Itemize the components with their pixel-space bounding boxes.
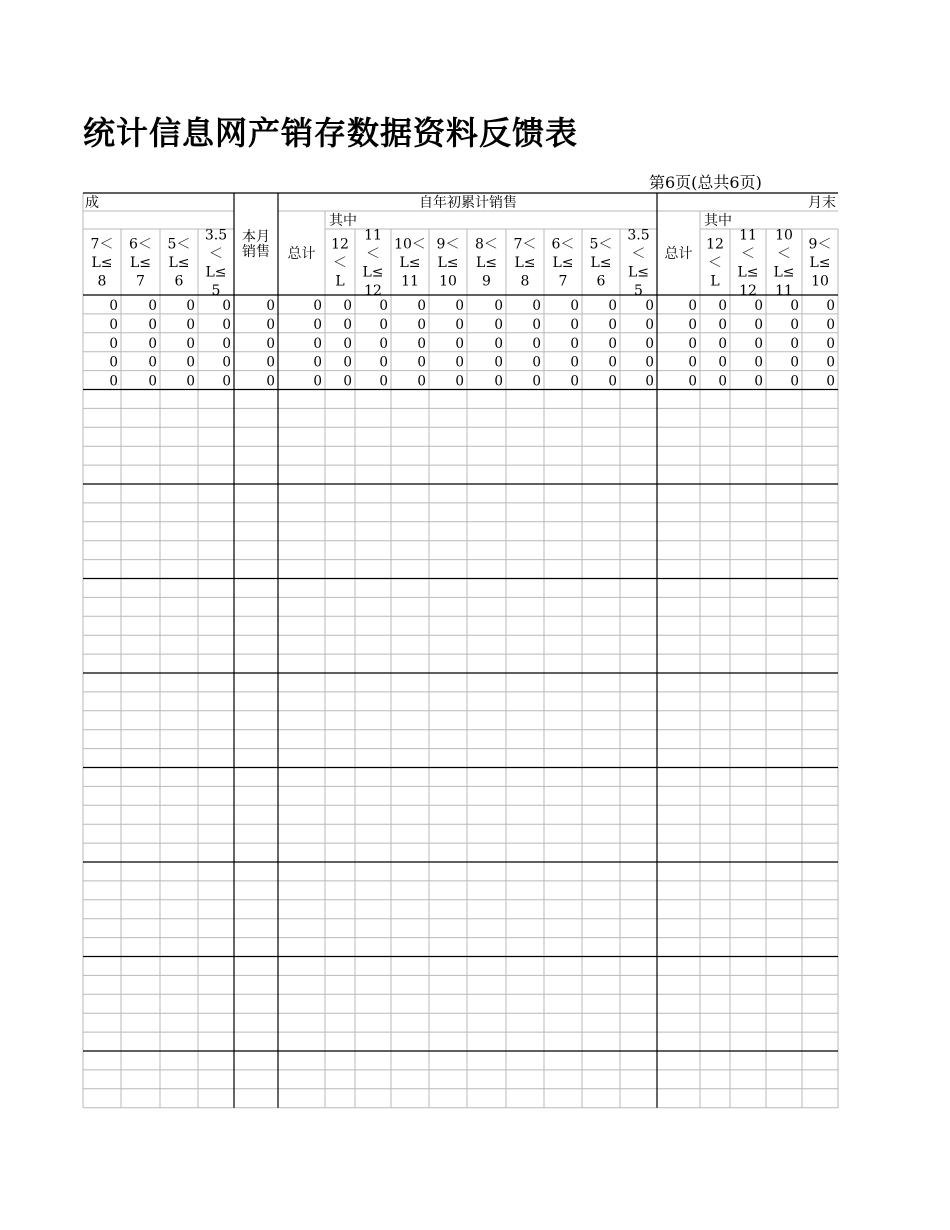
table-cell: 0 xyxy=(379,298,388,314)
table-cell: 0 xyxy=(148,373,157,390)
table-cell: 0 xyxy=(494,298,503,314)
header-length-range: L≤ xyxy=(627,264,650,281)
header-length-range: 5 xyxy=(211,282,221,299)
header-length-range: L≤ xyxy=(552,255,574,271)
header-cumulative-prev: 成 xyxy=(85,195,99,211)
table-cell: 0 xyxy=(109,316,118,333)
header-length-range: L≤ xyxy=(91,255,113,271)
header-length-range: 5＜ xyxy=(589,236,613,253)
table-cell: 0 xyxy=(718,335,727,352)
header-length-range: ＜ xyxy=(741,245,755,262)
table-cell: 0 xyxy=(186,354,195,371)
table-cell: 0 xyxy=(109,354,118,371)
table-cell: 0 xyxy=(494,373,503,390)
table-cell: 0 xyxy=(532,335,541,352)
header-month-end: 月末 xyxy=(808,195,836,211)
table-cell: 0 xyxy=(343,316,352,333)
table-cell: 0 xyxy=(688,354,697,371)
table-cell: 0 xyxy=(186,316,195,333)
header-length-range: L≤ xyxy=(129,255,152,271)
header-length-range: L≤ xyxy=(399,255,421,271)
table-cell: 0 xyxy=(222,298,231,314)
table-cell: 0 xyxy=(417,373,426,390)
header-length-range: 9 xyxy=(482,273,491,290)
table-cell: 0 xyxy=(570,373,579,390)
table-cell: 0 xyxy=(645,335,654,352)
table-grid-thin xyxy=(83,193,838,1108)
table-cell: 0 xyxy=(790,354,799,371)
table-cell: 0 xyxy=(645,298,654,314)
table-cell: 0 xyxy=(266,316,275,333)
table-cell: 0 xyxy=(343,335,352,352)
table-cell: 0 xyxy=(222,335,231,352)
table-cell: 0 xyxy=(688,298,697,314)
table-cell: 0 xyxy=(790,316,799,333)
header-length-range: 10 xyxy=(439,273,457,290)
header-length-range: 3.5 xyxy=(627,227,650,244)
table-cell: 0 xyxy=(754,298,763,314)
table-cell: 0 xyxy=(379,373,388,390)
page-info: 第6页(总共6页) xyxy=(649,173,762,192)
header-length-range: ＜ xyxy=(631,245,646,262)
header-length-range: L≤ xyxy=(168,255,190,271)
table-cell: 0 xyxy=(754,354,763,371)
header-length-range: 11 xyxy=(739,227,757,244)
table-cell: 0 xyxy=(570,354,579,371)
table-cell: 0 xyxy=(754,373,763,390)
table-grid-thick xyxy=(83,193,838,1108)
table-cell: 0 xyxy=(718,316,727,333)
header-total: 总计 xyxy=(664,246,693,262)
table-cell: 0 xyxy=(455,316,464,333)
table-cell: 0 xyxy=(343,298,352,314)
header-length-range: 12 xyxy=(739,282,757,299)
header-length-range: ＜ xyxy=(777,245,791,262)
table-cell: 0 xyxy=(826,316,835,333)
table-cell: 0 xyxy=(109,335,118,352)
table-cell: 0 xyxy=(186,298,195,314)
table-cell: 0 xyxy=(826,373,835,390)
table-cell: 0 xyxy=(455,298,464,314)
header-length-range: ＜ xyxy=(209,245,223,262)
table-cell: 0 xyxy=(494,354,503,371)
header-length-range: L≤ xyxy=(475,255,498,271)
table-cell: 0 xyxy=(186,335,195,352)
header-length-range: 7 xyxy=(558,273,568,290)
table-cell: 0 xyxy=(688,316,697,333)
header-of-which: 其中 xyxy=(704,213,732,229)
header-length-range: 6＜ xyxy=(129,236,152,253)
table-cell: 0 xyxy=(379,316,388,333)
header-length-range: 7 xyxy=(136,273,145,290)
table-cell: 0 xyxy=(222,316,231,333)
header-length-range: 10 xyxy=(775,227,793,244)
header-length-range: L≤ xyxy=(514,255,536,271)
table-cell: 0 xyxy=(790,373,799,390)
table-cell: 0 xyxy=(826,298,835,314)
header-length-range: ＜ xyxy=(333,255,347,271)
table-cell: 0 xyxy=(222,373,231,390)
table-cell: 0 xyxy=(455,335,464,352)
header-length-range: L xyxy=(710,273,720,290)
report-title: 统计信息网产销存数据资料反馈表 xyxy=(83,114,579,152)
table-cell: 0 xyxy=(379,354,388,371)
table-cell: 0 xyxy=(148,316,157,333)
header-monthly-sales: 本月 xyxy=(242,229,270,245)
table-cell: 0 xyxy=(343,354,352,371)
header-length-range: 11 xyxy=(775,282,793,299)
table-cell: 0 xyxy=(608,316,617,333)
table-cell: 0 xyxy=(688,373,697,390)
table-cell: 0 xyxy=(645,373,654,390)
header-length-range: 11 xyxy=(364,227,382,244)
table-cell: 0 xyxy=(313,316,322,333)
table-cell: 0 xyxy=(266,335,275,352)
header-length-range: 5＜ xyxy=(167,236,191,253)
table-cell: 0 xyxy=(494,316,503,333)
table-cell: 0 xyxy=(532,316,541,333)
header-length-range: 12 xyxy=(706,236,724,253)
table-cell: 0 xyxy=(266,298,275,314)
table-cell: 0 xyxy=(570,298,579,314)
table-cell: 0 xyxy=(417,316,426,333)
header-length-range: 8 xyxy=(97,273,107,290)
table-cell: 0 xyxy=(718,354,727,371)
header-length-range: 7＜ xyxy=(513,236,537,253)
header-length-range: 11 xyxy=(401,273,419,290)
table-cell: 0 xyxy=(343,373,352,390)
header-length-range: L xyxy=(335,273,345,290)
header-length-range: ＜ xyxy=(366,245,380,262)
header-cumulative-sales: 自年初累计销售 xyxy=(419,195,517,211)
table-cell: 0 xyxy=(608,335,617,352)
table-cell: 0 xyxy=(417,335,426,352)
table-cell: 0 xyxy=(790,298,799,314)
table-cell: 0 xyxy=(608,298,617,314)
header-length-range: ＜ xyxy=(708,255,722,271)
header-length-range: 8 xyxy=(520,273,530,290)
table-cell: 0 xyxy=(266,354,275,371)
header-of-which: 其中 xyxy=(329,213,357,229)
table-cell: 0 xyxy=(608,354,617,371)
table-cell: 0 xyxy=(718,298,727,314)
header-length-range: 10＜ xyxy=(394,236,426,253)
header-length-range: L≤ xyxy=(737,264,759,281)
table-cell: 0 xyxy=(532,298,541,314)
header-length-range: 10 xyxy=(811,273,829,290)
table-cell: 0 xyxy=(313,298,322,314)
header-length-range: 9＜ xyxy=(436,236,460,253)
header-length-range: 8＜ xyxy=(475,236,498,253)
header-length-range: L≤ xyxy=(590,255,612,271)
table-cell: 0 xyxy=(313,335,322,352)
table-body xyxy=(0,298,835,390)
header-length-range: L≤ xyxy=(437,255,459,271)
table-cell: 0 xyxy=(109,373,118,390)
table-cell: 0 xyxy=(455,354,464,371)
table-cell: 0 xyxy=(754,316,763,333)
table-cell: 0 xyxy=(109,298,118,314)
table-cell: 0 xyxy=(532,354,541,371)
header-length-range: 7＜ xyxy=(90,236,114,253)
table-cell: 0 xyxy=(379,335,388,352)
table-cell: 0 xyxy=(222,354,231,371)
table-cell: 0 xyxy=(790,335,799,352)
header-length-range: 5 xyxy=(634,282,643,299)
table-cell: 0 xyxy=(532,373,541,390)
header-length-range: 12 xyxy=(331,236,349,253)
table-cell: 0 xyxy=(645,354,654,371)
table-cell: 0 xyxy=(754,335,763,352)
table-cell: 0 xyxy=(455,373,464,390)
table-cell: 0 xyxy=(313,373,322,390)
table-cell: 0 xyxy=(417,298,426,314)
header-length-range: L≤ xyxy=(205,264,227,281)
table-header xyxy=(85,194,836,299)
table-cell: 0 xyxy=(826,354,835,371)
header-length-range: L≤ xyxy=(362,264,384,281)
table-cell: 0 xyxy=(645,316,654,333)
table-cell: 0 xyxy=(570,335,579,352)
table-cell: 0 xyxy=(417,354,426,371)
header-length-range: L≤ xyxy=(809,255,831,271)
header-total: 总计 xyxy=(287,246,316,262)
table-cell: 0 xyxy=(570,316,579,333)
table-cell: 0 xyxy=(608,373,617,390)
header-length-range: 6 xyxy=(174,273,184,290)
table-cell: 0 xyxy=(148,298,157,314)
table-cell: 0 xyxy=(148,354,157,371)
table-cell: 0 xyxy=(826,335,835,352)
header-length-range: 12 xyxy=(364,282,382,299)
table-cell: 0 xyxy=(186,373,195,390)
header-length-range: 9＜ xyxy=(808,236,832,253)
header-length-range: 3.5 xyxy=(204,227,228,244)
header-length-range: 6 xyxy=(596,273,606,290)
table-cell: 0 xyxy=(494,335,503,352)
table-cell: 0 xyxy=(718,373,727,390)
header-length-range: L≤ xyxy=(773,264,795,281)
header-monthly-sales: 销售 xyxy=(242,244,270,260)
table-cell: 0 xyxy=(688,335,697,352)
table-cell: 0 xyxy=(266,373,275,390)
header-length-range: 6＜ xyxy=(551,236,575,253)
table-cell: 0 xyxy=(313,354,322,371)
table-cell: 0 xyxy=(148,335,157,352)
